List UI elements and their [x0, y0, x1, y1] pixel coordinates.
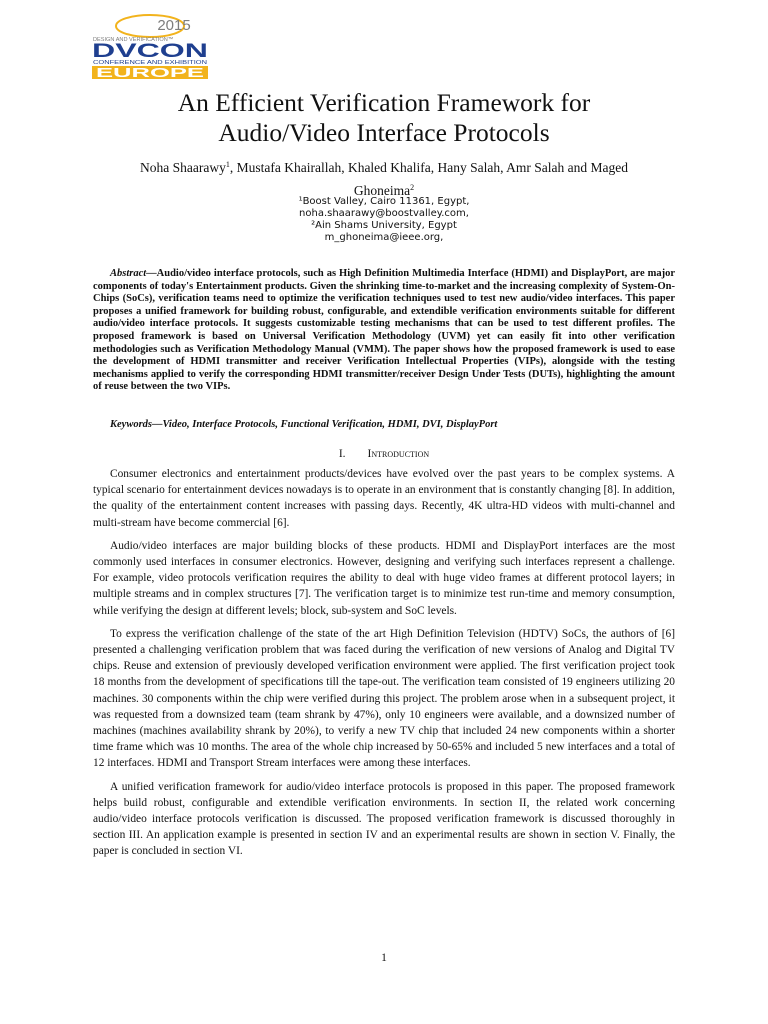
intro-paragraph-2: Audio/video interfaces are major building blocks of these products. HDMI and DisplayPort interfaces are the most commonly used interfaces in consumer electronics. However, designing and verifying such interfaces represent a challenge. For example, video protocols verification requires the ability to deal with huge video frames at different protocol layers; in multiple streams and in complex structures [7]. The verification target is to minimize test run-time and memory consumption, while verifying the design at different levels; block, sub-system and SoC levels.: [93, 539, 675, 617]
keywords: Keywords—Video, Interface Protocols, Functional Verification, HDMI, DVI, DisplayPort: [110, 419, 498, 430]
page-number: 1: [381, 952, 387, 964]
paper-title: [92, 88, 676, 148]
logo-subtitle: CONFERENCE AND EXHIBITION: [93, 60, 208, 66]
intro-paragraph-1: Consumer electronics and entertainment products/devices have evolved over the past years to be complex systems. A typical scenario for entertainment devices nowadays is to operate in an environment that is constantly changing [8]. In addition, the quality of the entertainment content increases with passing days. Recently, 4K ultra-HD videos with multi-channel and multi-stream have become commercial [6].: [93, 468, 676, 529]
logo-year: 2015: [157, 17, 191, 34]
affiliations: [160, 196, 608, 244]
section-number: I.: [338, 448, 346, 460]
affiliation-2: ²Ain Shams University, Egypt: [311, 220, 457, 231]
logo-region: EUROPE: [96, 66, 204, 80]
logo-brand: DVCON: [92, 41, 208, 62]
author-first: Noha Shaarawy: [140, 160, 226, 175]
abstract: [93, 268, 675, 394]
title-line-2: Audio/Video Interface Protocols: [218, 118, 550, 147]
affiliation-1: ¹Boost Valley, Cairo 11361, Egypt,: [298, 196, 470, 207]
author-first-affil: 1: [225, 160, 230, 169]
author-rest: , Mustafa Khairallah, Khaled Khalifa, Hany Salah, Amr Salah and Maged: [229, 160, 628, 175]
section-title: Introduction: [367, 448, 430, 460]
section-heading-introduction: [93, 447, 675, 461]
affiliation-2-email: m_ghoneima@ieee.org,: [324, 232, 444, 243]
logo-tagline: DESIGN AND VERIFICATION™: [93, 37, 174, 43]
abstract-lead: Abstract: [110, 268, 147, 279]
abstract-text: —Audio/video interface protocols, such as High Definition Multimedia Interface (HDMI) and DisplayPort, are major components of today's Entertainment products. Given the shrinking time-to-market and the increasing complexity of System-On-Chips (SoCs), verification teams need to optimize the verification techniques used to test new audio/video interfaces. This paper proposes a unified framework for building robust, configurable, and extendible verification environments suitable for different audio/video interface protocols. It suggests customizable testing mechanisms that can be used to test different profiles. The proposed framework is based on Universal Verification Methodology (UVM) yet can easily fit into other verification methodologies such as Verification Methodology Manual (VMM). The paper shows how the proposed framework is used to ease the development of HDMI transmitter and receiver Verification Intellectual Properties (VIPs), alongside with the testing mechanisms applied to verify the corresponding HDMI transmitter/receiver Design Under Tests (DUTs), highlighting the amount of reuse between the two VIPs.: [93, 268, 675, 393]
dvcon-europe-logo: [92, 12, 210, 80]
title-line-1: An Efficient Verification Framework for: [177, 88, 591, 117]
intro-paragraph-4: A unified verification framework for audio/video interface protocols is proposed in this paper. The proposed framework helps build robust, configurable and extendible verification environments. In section II, the related work concerning audio/video interface protocols verification is discussed. The proposed verification framework is discussed thoroughly in section III. An application example is presented in section IV and an experimental results are shown in section V. Finally, the paper is concluded in section VI.: [93, 780, 675, 858]
intro-paragraph-3: To express the verification challenge of the state of the art High Definition Television (HDTV) SoCs, the authors of [6] presented a challenging verification problem that was faced during the verification of new versions of Analog and Digital TV chips. Reuse and extension of previously developed verification environment were applied. The first verification project took 18 months from the development of specifications till the tape-out. The verification team consisted of 19 engineers utilizing 20 machines. 30 components within the chip were verified during this project. The problem arose when in a subsequent project, it was requested from a downsized team (team shrank by 47%), only 10 engineers were available, and a downsized number of machines (machines availability shrank by 20%), to verify a new TV chip that included 24 new components within a shorter time frame which was 10 months. The area of the whole chip increased by 50-65% and included 5 new interfaces and a total of 12 interfaces. HDMI and Transport Stream interfaces were among these interfaces.: [93, 627, 675, 770]
author-last: Ghoneima: [353, 183, 411, 198]
author-last-affil: 2: [410, 183, 415, 192]
affiliation-1-email: noha.shaarawy@boostvalley.com,: [299, 208, 469, 219]
introduction-body: [93, 466, 675, 867]
author-list: [100, 155, 668, 201]
